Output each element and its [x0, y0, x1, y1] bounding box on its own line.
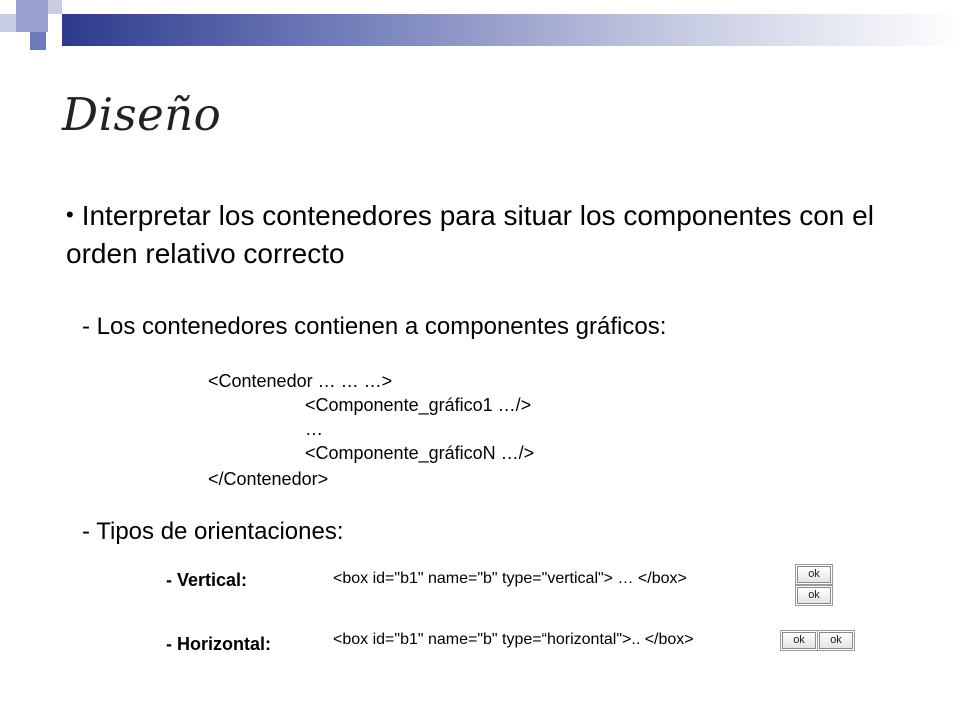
horizontal-label: - Horizontal:: [166, 634, 271, 654]
bullet-text: Interpretar los contenedores para situar los componentes con el orden relativo correcto: [66, 200, 874, 269]
code-line: <Contenedor … … …>: [208, 371, 393, 391]
code-line: <Componente_gráficoN …/>: [305, 443, 535, 463]
decorative-square: [48, 0, 62, 14]
bullet-dot-icon: •: [66, 202, 74, 227]
ok-button[interactable]: ok: [782, 632, 816, 649]
bullet-point: [66, 196, 926, 273]
decorative-square: [30, 32, 46, 50]
ok-button[interactable]: ok: [819, 632, 853, 649]
code-line: <Componente_gráfico1 …/>: [305, 395, 532, 415]
code-line: …: [305, 419, 323, 439]
vertical-label: - Vertical:: [166, 570, 248, 590]
decorative-square: [16, 0, 48, 32]
ok-button[interactable]: ok: [797, 566, 831, 583]
header-gradient-bar: [62, 14, 960, 46]
containers-description: - Los contenedores contienen a componentes gráficos:: [82, 313, 667, 340]
orientation-types-heading: - Tipos de orientaciones:: [82, 518, 344, 545]
decorative-square: [0, 14, 16, 32]
horizontal-box-code: <box id="b1" name="b" type=“horizontal">.. </box>: [333, 631, 694, 648]
code-line: </Contenedor>: [208, 469, 329, 489]
slide-title: Diseño: [62, 88, 222, 141]
vertical-box-code: <box id="b1" name="b" type="vertical"> … </box>: [333, 570, 687, 587]
ok-button[interactable]: ok: [797, 587, 831, 604]
